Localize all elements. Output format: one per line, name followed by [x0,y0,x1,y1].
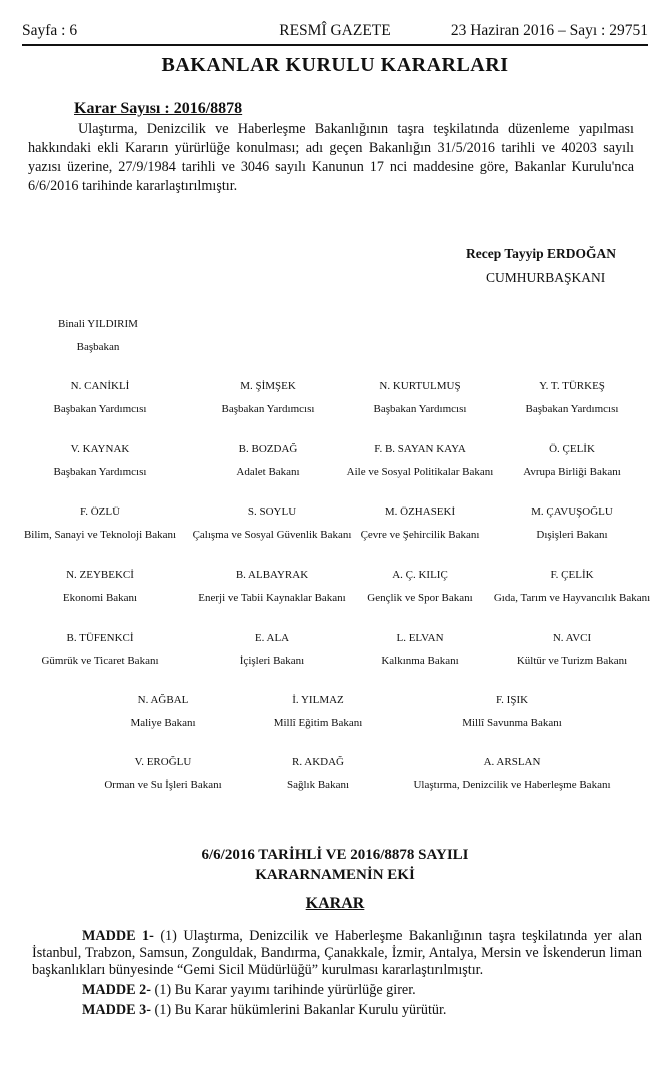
minister-name: B. BOZDAĞ [238,443,298,455]
minister-name: S. SOYLU [247,506,297,518]
minister-title: Başbakan Yardımcısı [525,403,619,415]
minister-name: M. ÇAVUŞOĞLU [531,506,613,518]
minister-name: Y. T. TÜRKEŞ [539,380,605,392]
minister-name: L. ELVAN [396,632,444,644]
decision-number: Karar Sayısı : 2016/8878 [74,100,243,117]
minister-name: İ. YILMAZ [292,694,344,706]
article-label: MADDE 2- [82,982,151,998]
article-1 [32,928,642,979]
minister-name: N. CANİKLİ [70,380,130,392]
minister-name: F. ÇELİK [550,569,594,581]
minister-name: A. ARSLAN [483,756,541,768]
minister-name: Ö. ÇELİK [549,443,595,455]
minister-title: Başbakan Yardımcısı [53,466,147,478]
minister-title: Gümrük ve Ticaret Bakanı [41,655,159,667]
minister-name: F. IŞIK [495,694,529,706]
karar-heading: KARAR [305,895,365,912]
annex-title-line-2: KARARNAMENİN EKİ [255,867,415,883]
article-label: MADDE 3- [82,1002,151,1018]
issue-date: 23 Haziran 2016 – Sayı : 29751 [450,22,648,39]
minister-title: Orman ve Su İşleri Bakanı [104,779,222,791]
minister-title: Millî Savunma Bakanı [462,717,562,729]
minister-title: Başbakan Yardımcısı [221,403,315,415]
minister-name: M. ÖZHASEKİ [384,506,456,518]
minister-title: Avrupa Birliği Bakanı [523,466,621,478]
minister-title: İçişleri Bakanı [239,655,305,667]
minister-title: Gıda, Tarım ve Hayvancılık Bakanı [493,592,651,604]
minister-name: B. TÜFENKCİ [66,632,134,644]
minister-title: Gençlik ve Spor Bakanı [367,592,473,604]
minister-name: E. ALA [254,632,290,644]
minister-title: Enerji ve Tabii Kaynaklar Bakanı [198,592,346,604]
annex-title [0,845,670,885]
minister-title: Başbakan [76,341,120,353]
annex-title-line-1: 6/6/2016 TARİHLİ VE 2016/8878 SAYILI [201,847,469,863]
minister-name: B. ALBAYRAK [235,569,309,581]
minister-title: Başbakan Yardımcısı [373,403,467,415]
minister-title: Aile ve Sosyal Politikalar Bakanı [346,466,494,478]
minister-name: Binali YILDIRIM [58,318,138,330]
minister-title: Bilim, Sanayi ve Teknoloji Bakanı [23,529,177,541]
minister-name: A. Ç. KILIÇ [392,569,448,581]
minister-name: N. AĞBAL [137,694,189,706]
minister-title: Çalışma ve Sosyal Güvenlik Bakanı [192,529,352,541]
article-text: (1) Bu Karar hükümlerini Bakanlar Kurulu yürütür. [150,1002,447,1018]
minister-title: Kültür ve Turizm Bakanı [516,655,628,667]
minister-name: F. B. SAYAN KAYA [374,443,466,455]
minister-title: Adalet Bakanı [236,466,300,478]
minister-name: N. ZEYBEKCİ [66,569,134,581]
article-3 [32,1002,642,1019]
header-divider [22,44,648,46]
articles [32,928,642,1022]
president-name: Recep Tayyip ERDOĞAN [466,246,617,261]
minister-title: Çevre ve Şehircilik Bakanı [360,529,480,541]
minister-name: M. ŞİMŞEK [240,380,296,392]
decision-intro-paragraph: Ulaştırma, Denizcilik ve Haberleşme Bakanlığının taşra teşkilatında düzenleme yapılması hakkındaki ekli Kararın yürürlüğe konulması; adı geçen Bakanlığın 31/5/2016 tarihli ve 40203 sayılı yazısı üzerine, 27/9/1984 tarihli ve 3046 sayılı Kanunun 17 nci maddesine göre, Bakanlar Kurulu'nca 6/6/2016 tarihinde kararlaştırılmıştır. [28,121,634,194]
page-header [22,20,648,42]
minister-name: V. EROĞLU [134,756,192,768]
minister-title: Maliye Bakanı [130,717,196,729]
minister-name: R. AKDAĞ [292,756,344,768]
minister-title: Ekonomi Bakanı [62,592,138,604]
minister-name: F. ÖZLÜ [79,506,121,518]
minister-title: Başbakan Yardımcısı [53,403,147,415]
minister-title: Kalkınma Bakanı [381,655,459,667]
minister-title: Dışişleri Bakanı [536,529,608,541]
minister-name: N. AVCI [552,632,592,644]
article-text: (1) Ulaştırma, Denizcilik ve Haberleşme Bakanlığının taşra teşkilatında yer alan İstanbul, Trabzon, Samsun, Zonguldak, Bandırma, Çanakkale, İzmir, Antalya, Mersin ve İskenderun liman başkanlıkları bünyesinde “Gemi Sicil Müdürlüğü” kurulması kararlaştırılmıştır. [32,928,642,978]
president-title: CUMHURBAŞKANI [486,270,606,285]
minister-name: V. KAYNAK [70,443,130,455]
article-text: (1) Bu Karar yayımı tarihinde yürürlüğe girer. [150,982,416,998]
minister-title: Ulaştırma, Denizcilik ve Haberleşme Bakanı [413,779,611,791]
article-label: MADDE 1- [82,928,154,944]
minister-name: N. KURTULMUŞ [379,380,461,392]
minister-title: Sağlık Bakanı [286,779,350,791]
minister-title: Millî Eğitim Bakanı [273,717,363,729]
section-title: BAKANLAR KURULU KARARLARI [161,54,509,76]
article-2 [32,982,642,999]
gazette-name: RESMÎ GAZETE [279,22,391,39]
page-number: Sayfa : 6 [22,22,78,39]
